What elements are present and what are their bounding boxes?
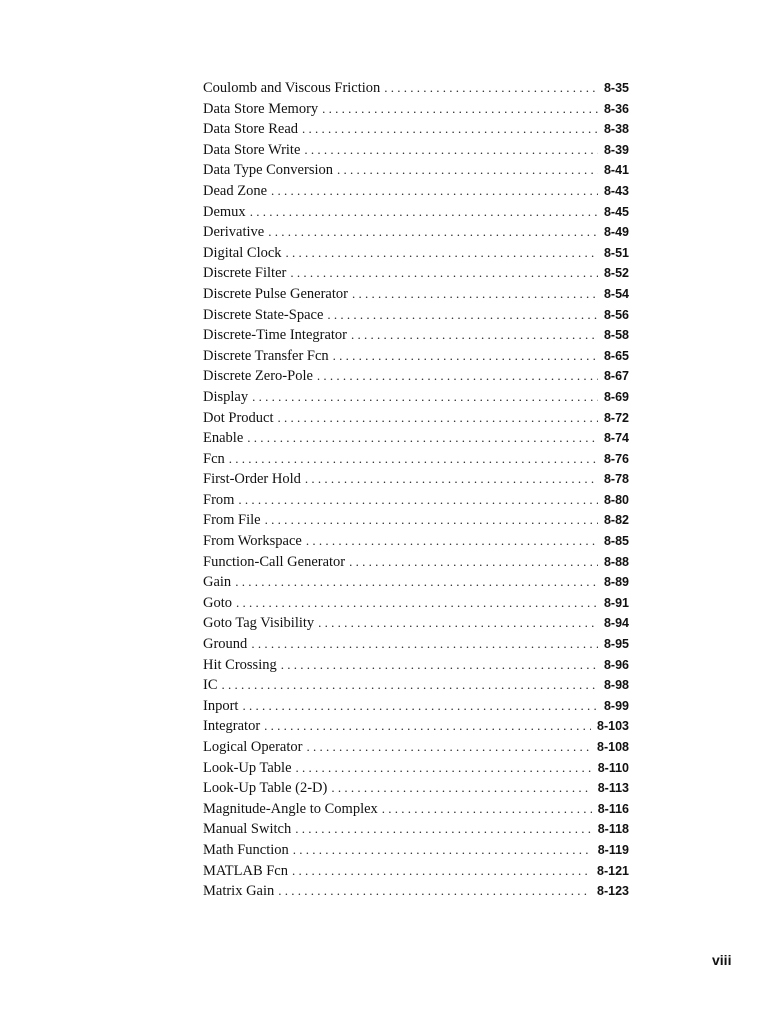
dot-leader — [264, 716, 591, 737]
dot-leader — [382, 799, 592, 820]
toc-entry[interactable] — [203, 160, 629, 181]
toc-entry-page: 8-36 — [603, 101, 629, 116]
toc-entry-page: 8-95 — [603, 637, 629, 652]
dot-leader — [222, 675, 598, 696]
toc-entry[interactable] — [203, 737, 629, 758]
toc-entry-title: Logical Operator — [203, 739, 303, 755]
toc-entry-title: Digital Clock — [203, 244, 282, 261]
toc-entry-page: 8-52 — [603, 266, 629, 281]
toc-entry[interactable] — [203, 552, 629, 573]
toc-entry[interactable] — [203, 531, 629, 552]
toc-entry-title: Data Type Conversion — [203, 162, 333, 179]
toc-entry-page: 8-88 — [603, 554, 629, 569]
dot-leader — [349, 552, 598, 573]
toc-entry[interactable] — [203, 819, 629, 840]
toc-entry-page: 8-91 — [603, 595, 629, 610]
dot-leader — [268, 222, 598, 243]
dot-leader — [247, 428, 598, 449]
toc-entry[interactable] — [203, 428, 629, 449]
toc-entry-title: Discrete-Time Integrator — [203, 327, 348, 344]
toc-entry-page: 8-39 — [603, 142, 629, 157]
dot-leader — [331, 778, 591, 799]
dot-leader — [290, 263, 598, 284]
toc-entry[interactable] — [203, 366, 629, 387]
toc-entry-title: Look-Up Table — [203, 759, 292, 776]
dot-leader — [238, 490, 598, 511]
toc-entry[interactable] — [203, 469, 629, 490]
toc-entry[interactable] — [203, 490, 629, 511]
toc-entry-page: 8-123 — [597, 884, 629, 899]
toc-entry[interactable] — [203, 696, 629, 717]
toc-entry[interactable] — [203, 613, 629, 634]
toc-entry[interactable] — [203, 78, 629, 99]
toc-entry-page: 8-51 — [603, 245, 629, 260]
dot-leader — [271, 181, 598, 202]
toc-entry-page: 8-89 — [603, 575, 629, 590]
dot-leader — [306, 737, 591, 758]
dot-leader — [302, 119, 598, 140]
toc-entry-title: Goto Tag Visibility — [203, 615, 315, 632]
toc-entry-title: Discrete State-Space — [203, 306, 324, 323]
dot-leader — [322, 99, 598, 120]
toc-entry[interactable] — [203, 510, 629, 531]
toc-entry[interactable] — [203, 99, 629, 120]
toc-entry-page: 8-85 — [603, 534, 629, 549]
toc-entry[interactable] — [203, 675, 629, 696]
dot-leader — [352, 284, 598, 305]
dot-leader — [242, 696, 598, 717]
dot-leader — [351, 325, 598, 346]
toc-entry-page: 8-58 — [603, 328, 629, 343]
toc-entry[interactable] — [203, 840, 629, 861]
toc-entry-title: Manual Switch — [203, 821, 292, 838]
dot-leader — [304, 140, 598, 161]
dot-leader — [235, 572, 598, 593]
toc-entry-title: Ground — [203, 636, 248, 653]
toc-entry-title: Magnitude-Angle to Complex — [203, 800, 378, 817]
toc-entry-page: 8-118 — [597, 822, 629, 837]
toc-entry-page: 8-74 — [603, 431, 629, 446]
toc-entry-title: Matrix Gain — [203, 883, 275, 900]
toc-entry[interactable] — [203, 408, 629, 429]
toc-entry[interactable] — [203, 325, 629, 346]
toc-entry-page: 8-110 — [597, 760, 629, 775]
toc-entry[interactable] — [203, 346, 629, 367]
toc-entry-page: 8-43 — [603, 183, 629, 198]
dot-leader — [327, 305, 598, 326]
dot-leader — [337, 160, 598, 181]
dot-leader — [292, 861, 591, 882]
dot-leader — [252, 387, 598, 408]
toc-entry-page: 8-56 — [603, 307, 629, 322]
toc-entry[interactable] — [203, 881, 629, 902]
toc-entry-title: Derivative — [203, 224, 265, 241]
toc-entry[interactable] — [203, 284, 629, 305]
dot-leader — [281, 655, 598, 676]
dot-leader — [306, 531, 598, 552]
toc-entry-title: Inport — [203, 697, 239, 714]
toc-entry-page: 8-116 — [597, 801, 629, 816]
toc-entry-page: 8-94 — [603, 616, 629, 631]
toc-entry-page: 8-69 — [603, 389, 629, 404]
toc-entry-page: 8-49 — [603, 225, 629, 240]
toc-entry-title: Data Store Read — [203, 121, 299, 138]
toc-entry-page: 8-113 — [597, 781, 629, 796]
toc-entry-page: 8-41 — [603, 163, 629, 178]
toc-entry-page: 8-121 — [597, 863, 629, 878]
toc-entry-title: Display — [203, 388, 249, 405]
toc-entry[interactable] — [203, 778, 629, 799]
toc-entry-title: Discrete Zero-Pole — [203, 368, 313, 385]
toc-entry-page: 8-98 — [603, 678, 629, 693]
dot-leader — [317, 366, 598, 387]
toc-entry-title: Integrator — [203, 718, 261, 735]
dot-leader — [384, 78, 598, 99]
toc-entry[interactable] — [203, 655, 629, 676]
toc-entry-page: 8-82 — [603, 513, 629, 528]
toc-entry-page: 8-72 — [603, 410, 629, 425]
toc-entry[interactable] — [203, 799, 629, 820]
toc-entry-page: 8-67 — [603, 369, 629, 384]
toc-entry-page: 8-45 — [603, 204, 629, 219]
toc-entry-title: Hit Crossing — [203, 656, 277, 673]
toc-entry-title: Demux — [203, 203, 246, 220]
dot-leader — [293, 840, 592, 861]
toc-entry-title: First-Order Hold — [203, 471, 301, 488]
dot-leader — [251, 634, 598, 655]
toc-entry[interactable] — [203, 593, 629, 614]
toc-entry-title: Discrete Filter — [203, 265, 287, 282]
dot-leader — [305, 469, 598, 490]
toc-entry-page: 8-35 — [603, 81, 629, 95]
dot-leader — [296, 758, 592, 779]
toc-entry[interactable] — [203, 119, 629, 140]
toc-entry[interactable] — [203, 222, 629, 243]
toc-entry-page: 8-99 — [603, 698, 629, 713]
toc-entry-page: 8-103 — [597, 719, 629, 734]
toc-entry-title: MATLAB Fcn — [203, 862, 288, 879]
dot-leader — [229, 449, 598, 470]
dot-leader — [286, 243, 598, 264]
toc-entry[interactable] — [203, 861, 629, 882]
toc-entry-title: Function-Call Generator — [203, 553, 346, 570]
toc-entry-page: 8-80 — [603, 492, 629, 507]
toc-entry[interactable] — [203, 716, 629, 737]
page-number: viii — [712, 952, 732, 968]
toc-entry[interactable] — [203, 202, 629, 223]
dot-leader — [277, 408, 597, 429]
toc-entry-title: Goto — [203, 594, 232, 611]
dot-leader — [295, 819, 592, 840]
toc-entry-page: 8-76 — [603, 451, 629, 466]
toc-entry[interactable] — [203, 634, 629, 655]
toc-entry-title: Data Store Write — [203, 141, 301, 158]
toc-entry-title: Enable — [203, 430, 244, 447]
toc-entry[interactable] — [203, 305, 629, 326]
toc-entry[interactable] — [203, 572, 629, 593]
toc-entry-page: 8-108 — [597, 740, 629, 754]
toc-entry-page: 8-65 — [603, 348, 629, 363]
toc-entry[interactable] — [203, 449, 629, 470]
toc-entry-title: Discrete Pulse Generator — [203, 285, 348, 302]
toc-entry-title: Data Store Memory — [203, 100, 319, 117]
dot-leader — [265, 510, 598, 531]
toc-entry[interactable] — [203, 243, 629, 264]
toc-entry-title: Dead Zone — [203, 182, 268, 199]
toc-entry[interactable] — [203, 387, 629, 408]
dot-leader — [318, 613, 598, 634]
toc-entry-page: 8-119 — [597, 842, 629, 857]
dot-leader — [236, 593, 598, 614]
toc-entry-title: Fcn — [203, 450, 225, 467]
toc-entry-title: IC — [203, 677, 218, 694]
toc-entry[interactable] — [203, 140, 629, 161]
toc-entry-title: From — [203, 491, 235, 508]
toc-entry[interactable] — [203, 263, 629, 284]
dot-leader — [250, 202, 598, 223]
toc-entry-title: Math Function — [203, 841, 289, 858]
dot-leader — [278, 881, 591, 902]
toc-entry-page: 8-78 — [603, 472, 629, 487]
toc-entry[interactable] — [203, 181, 629, 202]
toc-entry-title: Discrete Transfer Fcn — [203, 347, 329, 364]
toc-entry-title: From File — [203, 512, 261, 529]
toc-entry-page: 8-38 — [603, 122, 629, 137]
toc-entry-title: Coulomb and Viscous Friction — [203, 80, 381, 96]
toc-entry-page: 8-96 — [603, 657, 629, 672]
toc-entry-title: Gain — [203, 574, 232, 591]
table-of-contents — [203, 78, 629, 902]
toc-entry-title: From Workspace — [203, 533, 302, 550]
toc-entry-title: Look-Up Table (2-D) — [203, 780, 328, 797]
toc-entry-title: Dot Product — [203, 409, 274, 426]
toc-entry-page: 8-54 — [603, 286, 629, 301]
dot-leader — [333, 346, 598, 367]
toc-entry[interactable] — [203, 758, 629, 779]
